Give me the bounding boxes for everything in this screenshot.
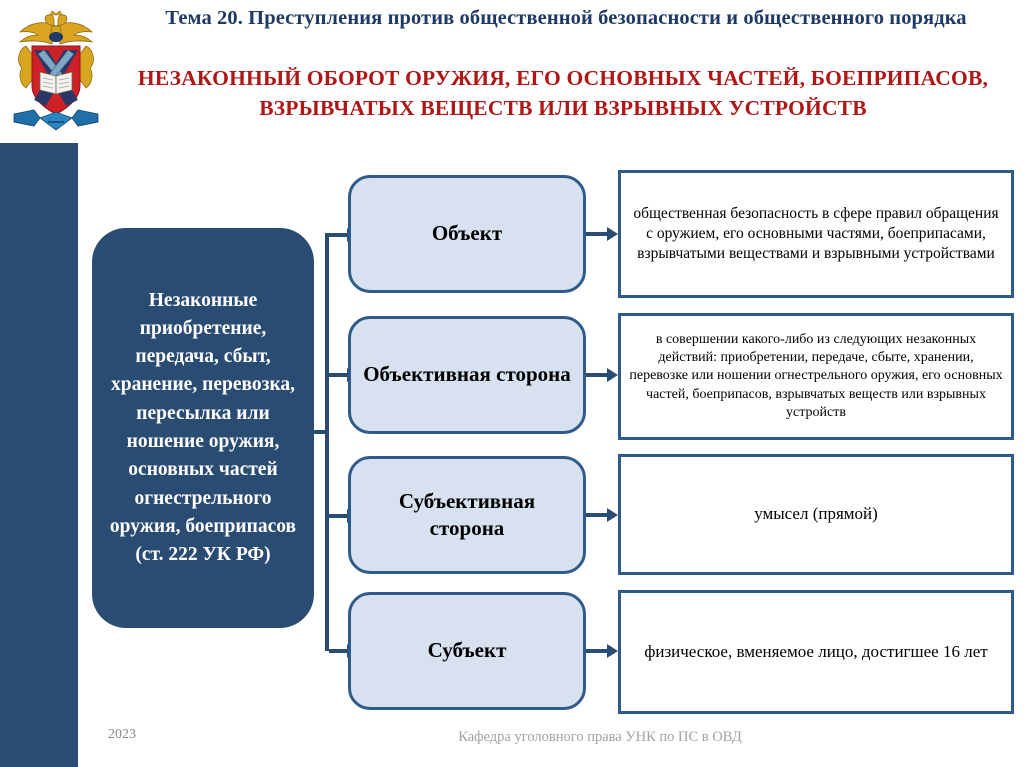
arrow-to-description-3 [586, 513, 608, 517]
element-box-subyektivnaya-storona [348, 456, 586, 574]
description-text: умысел (прямой) [754, 504, 878, 524]
topic-heading: Тема 20. Преступления против общественной безопасности и общественного порядка [165, 7, 967, 29]
connector-branch-4 [329, 649, 348, 653]
root-concept-box [92, 228, 314, 628]
connector-branch-1 [329, 233, 348, 237]
element-label: Субъективная сторона [398, 488, 536, 540]
description-text: общественная безопасность в сфере правил обращения с оружием, его основными частями, боеприпасами, взрывчатыми веществами и взрывными устройствами [633, 204, 999, 263]
element-label: Объект [431, 221, 503, 246]
element-box-obyekt [348, 175, 586, 293]
arrow-to-description-1 [586, 232, 608, 236]
connector-branch-3 [329, 514, 348, 518]
element-label: Субъект [427, 638, 507, 663]
description-text: в совершении какого-либо из следующих незаконных действий: приобретении, передаче, сбыте, хранении, перевозке или ношении огнестрельного оружия, его основных частей, боеприпасов, взрывчатых веществ или взрывных устройств [629, 332, 1003, 420]
left-accent-band [0, 143, 78, 767]
arrow-to-description-4 [586, 649, 608, 653]
element-label: Объективная сторона [363, 362, 571, 387]
root-concept-label: Незаконные приобретение, передача, сбыт, хранение, перевозка, пересылка или ношение оружия, основных частей огнестрельного оружия, боеприпасов (ст. 222 УК РФ) [109, 289, 297, 566]
footer-department: Кафедра уголовного права УНК по ПС в ОВД [458, 729, 742, 745]
description-text: физическое, вменяемое лицо, достигшее 16 лет [644, 641, 988, 661]
mvd-russia-emblem-icon [4, 10, 108, 142]
description-box-obyektivnaya-storona [618, 313, 1014, 440]
connector-spine [325, 233, 329, 651]
element-box-obyektivnaya-storona [348, 316, 586, 434]
footer-year: 2023 [108, 727, 136, 742]
description-box-subyektivnaya-storona [618, 454, 1014, 575]
arrow-to-description-2 [586, 373, 608, 377]
element-box-subyekt [348, 592, 586, 710]
description-box-subyekt [618, 590, 1014, 714]
page-title: НЕЗАКОННЫЙ ОБОРОТ ОРУЖИЯ, ЕГО ОСНОВНЫХ ЧАСТЕЙ, БОЕПРИПАСОВ, ВЗРЫВЧАТЫХ ВЕЩЕСТВ ИЛИ ВЗРЫВНЫХ УСТРОЙСТВ [137, 66, 989, 120]
description-box-obyekt [618, 170, 1014, 298]
connector-branch-2 [329, 373, 348, 377]
